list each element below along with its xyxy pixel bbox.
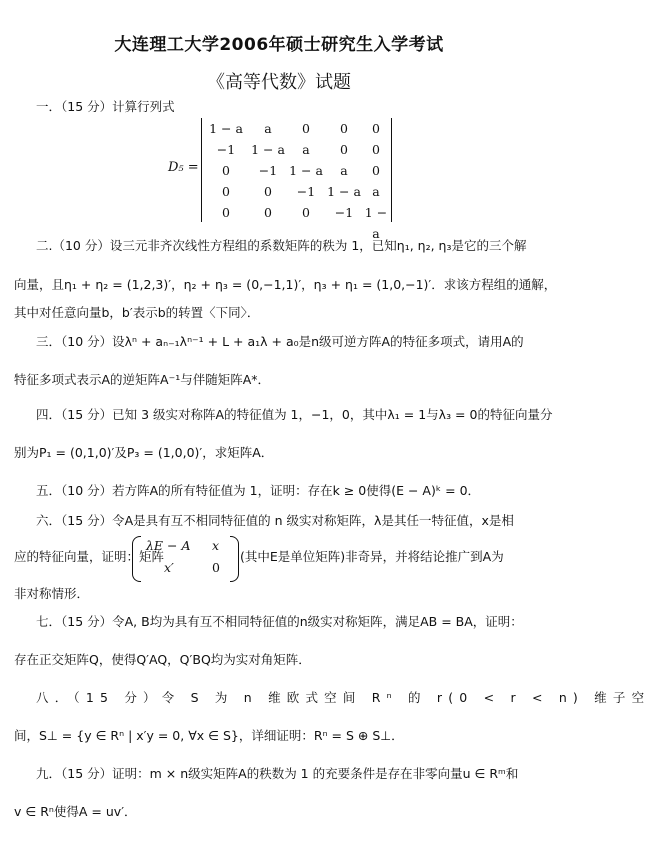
det-cell: 0 <box>302 205 310 220</box>
determinant-label: D₅ = <box>168 160 199 175</box>
question-2-line-1: 二.（10 分）设三元非齐次线性方程组的系数矩阵的秩为 1，已知η₁, η₂, η₃是它的三个解 <box>36 238 527 253</box>
question-4-line-2: 别为P₁ = (0,1,0)′及P₃ = (1,0,0)′，求矩阵A． <box>14 445 274 460</box>
question-3-line-2: 特征多项式表示A的逆矩阵A⁻¹与伴随矩阵A*． <box>14 372 271 387</box>
determinant-grid <box>204 118 388 241</box>
det-cell: a <box>340 163 348 178</box>
det-cell: a <box>264 121 272 136</box>
block-matrix-right-paren <box>230 536 239 582</box>
det-cell: 0 <box>222 205 230 220</box>
question-9-line-2: v ∈ Rⁿ使得A = uv′． <box>14 804 137 819</box>
det-cell: 0 <box>372 121 380 136</box>
exam-title: 大连理工大学2006年硕士研究生入学考试 <box>114 35 444 55</box>
determinant-d5 <box>168 116 398 241</box>
question-6-line-2-right: (其中E是单位矩阵)非奇异，并将结论推广到A为 <box>240 549 504 564</box>
question-7-line-1: 七．（15 分）令A, B均为具有互不相同特征值的n级实对称矩阵，满足AB = BA，证明： <box>36 614 523 629</box>
det-cell: −1 <box>296 184 316 199</box>
block-matrix <box>118 536 238 582</box>
block-matrix-a11: λE − A <box>146 538 191 553</box>
exam-subtitle: 《高等代数》试题 <box>207 72 351 93</box>
det-cell: −1 <box>334 205 354 220</box>
block-matrix-a12: x <box>212 538 220 553</box>
question-6-line-1: 六．（15 分）令A是具有互不相同特征值的 n 级实对称矩阵，λ是其任一特征值，x是相 <box>36 513 514 528</box>
question-1-text: 一．（15 分）计算行列式 <box>36 99 175 114</box>
det-cell: −1 <box>258 163 278 178</box>
det-cell: 1 − a <box>209 121 243 136</box>
block-matrix-a22: 0 <box>212 560 220 575</box>
question-5-line-1: 五．（10 分）若方阵A的所有特征值为 1，证明：存在k ≥ 0使得(E − A)ᵏ = 0． <box>36 483 481 498</box>
determinant-right-bar <box>391 118 392 222</box>
det-cell: 0 <box>222 184 230 199</box>
det-cell: 0 <box>264 184 272 199</box>
det-cell: 1 − a <box>364 205 388 241</box>
det-cell: 0 <box>302 121 310 136</box>
det-cell: 0 <box>264 205 272 220</box>
block-matrix-left-paren <box>132 536 141 582</box>
det-cell: 1 − a <box>289 163 323 178</box>
det-cell: 0 <box>372 142 380 157</box>
det-cell: 0 <box>340 142 348 157</box>
question-8-line-2: 间，S⊥ = {y ∈ Rⁿ | x′y = 0, ∀x ∈ S}，详细证明：Rⁿ = S ⊕ S⊥． <box>14 728 404 743</box>
det-cell: 0 <box>340 121 348 136</box>
det-cell: 0 <box>372 163 380 178</box>
question-7-line-2: 存在正交矩阵Q，使得Q′AQ，Q′BQ均为实对角矩阵． <box>14 652 311 667</box>
det-cell: 1 − a <box>251 142 285 157</box>
det-cell: a <box>302 142 310 157</box>
det-cell: a <box>372 184 380 199</box>
det-cell: 0 <box>222 163 230 178</box>
question-4-line-1: 四．（15 分）已知 3 级实对称阵A的特征值为 1，−1，0，其中λ₁ = 1与λ₃ = 0的特征向量分 <box>36 407 553 422</box>
block-matrix-a21: x′ <box>164 560 174 575</box>
question-9-line-1: 九．（15 分）证明：m × n级实矩阵A的秩数为 1 的充要条件是存在非零向量u ∈ Rᵐ和 <box>36 766 519 781</box>
question-3-line-1: 三．（10 分）设λⁿ + aₙ₋₁λⁿ⁻¹ + L + a₁λ + a₀是n级可逆方阵A的特征多项式，请用A的 <box>36 334 524 349</box>
question-6-line-3: 非对称情形． <box>14 586 90 601</box>
question-2-line-3: 其中对任意向量b，b′表示b的转置〈下同〉． <box>14 305 260 320</box>
det-cell: −1 <box>216 142 236 157</box>
det-cell: 1 − a <box>327 184 361 199</box>
question-8-line-1: 八．（15 分）令 S 为 n 维欧式空间 Rⁿ 的 r(0 < r < n) 维子空 <box>36 690 650 705</box>
question-2-line-2: 向量，且η₁ + η₂ = (1,2,3)′，η₂ + η₃ = (0,−1,1)′，η₃ + η₁ = (1,0,−1)′．求该方程组的通解， <box>14 277 557 292</box>
determinant-left-bar <box>201 118 202 222</box>
question-6-line-2-left: 应的特征向量，证明：矩阵 <box>14 549 165 564</box>
